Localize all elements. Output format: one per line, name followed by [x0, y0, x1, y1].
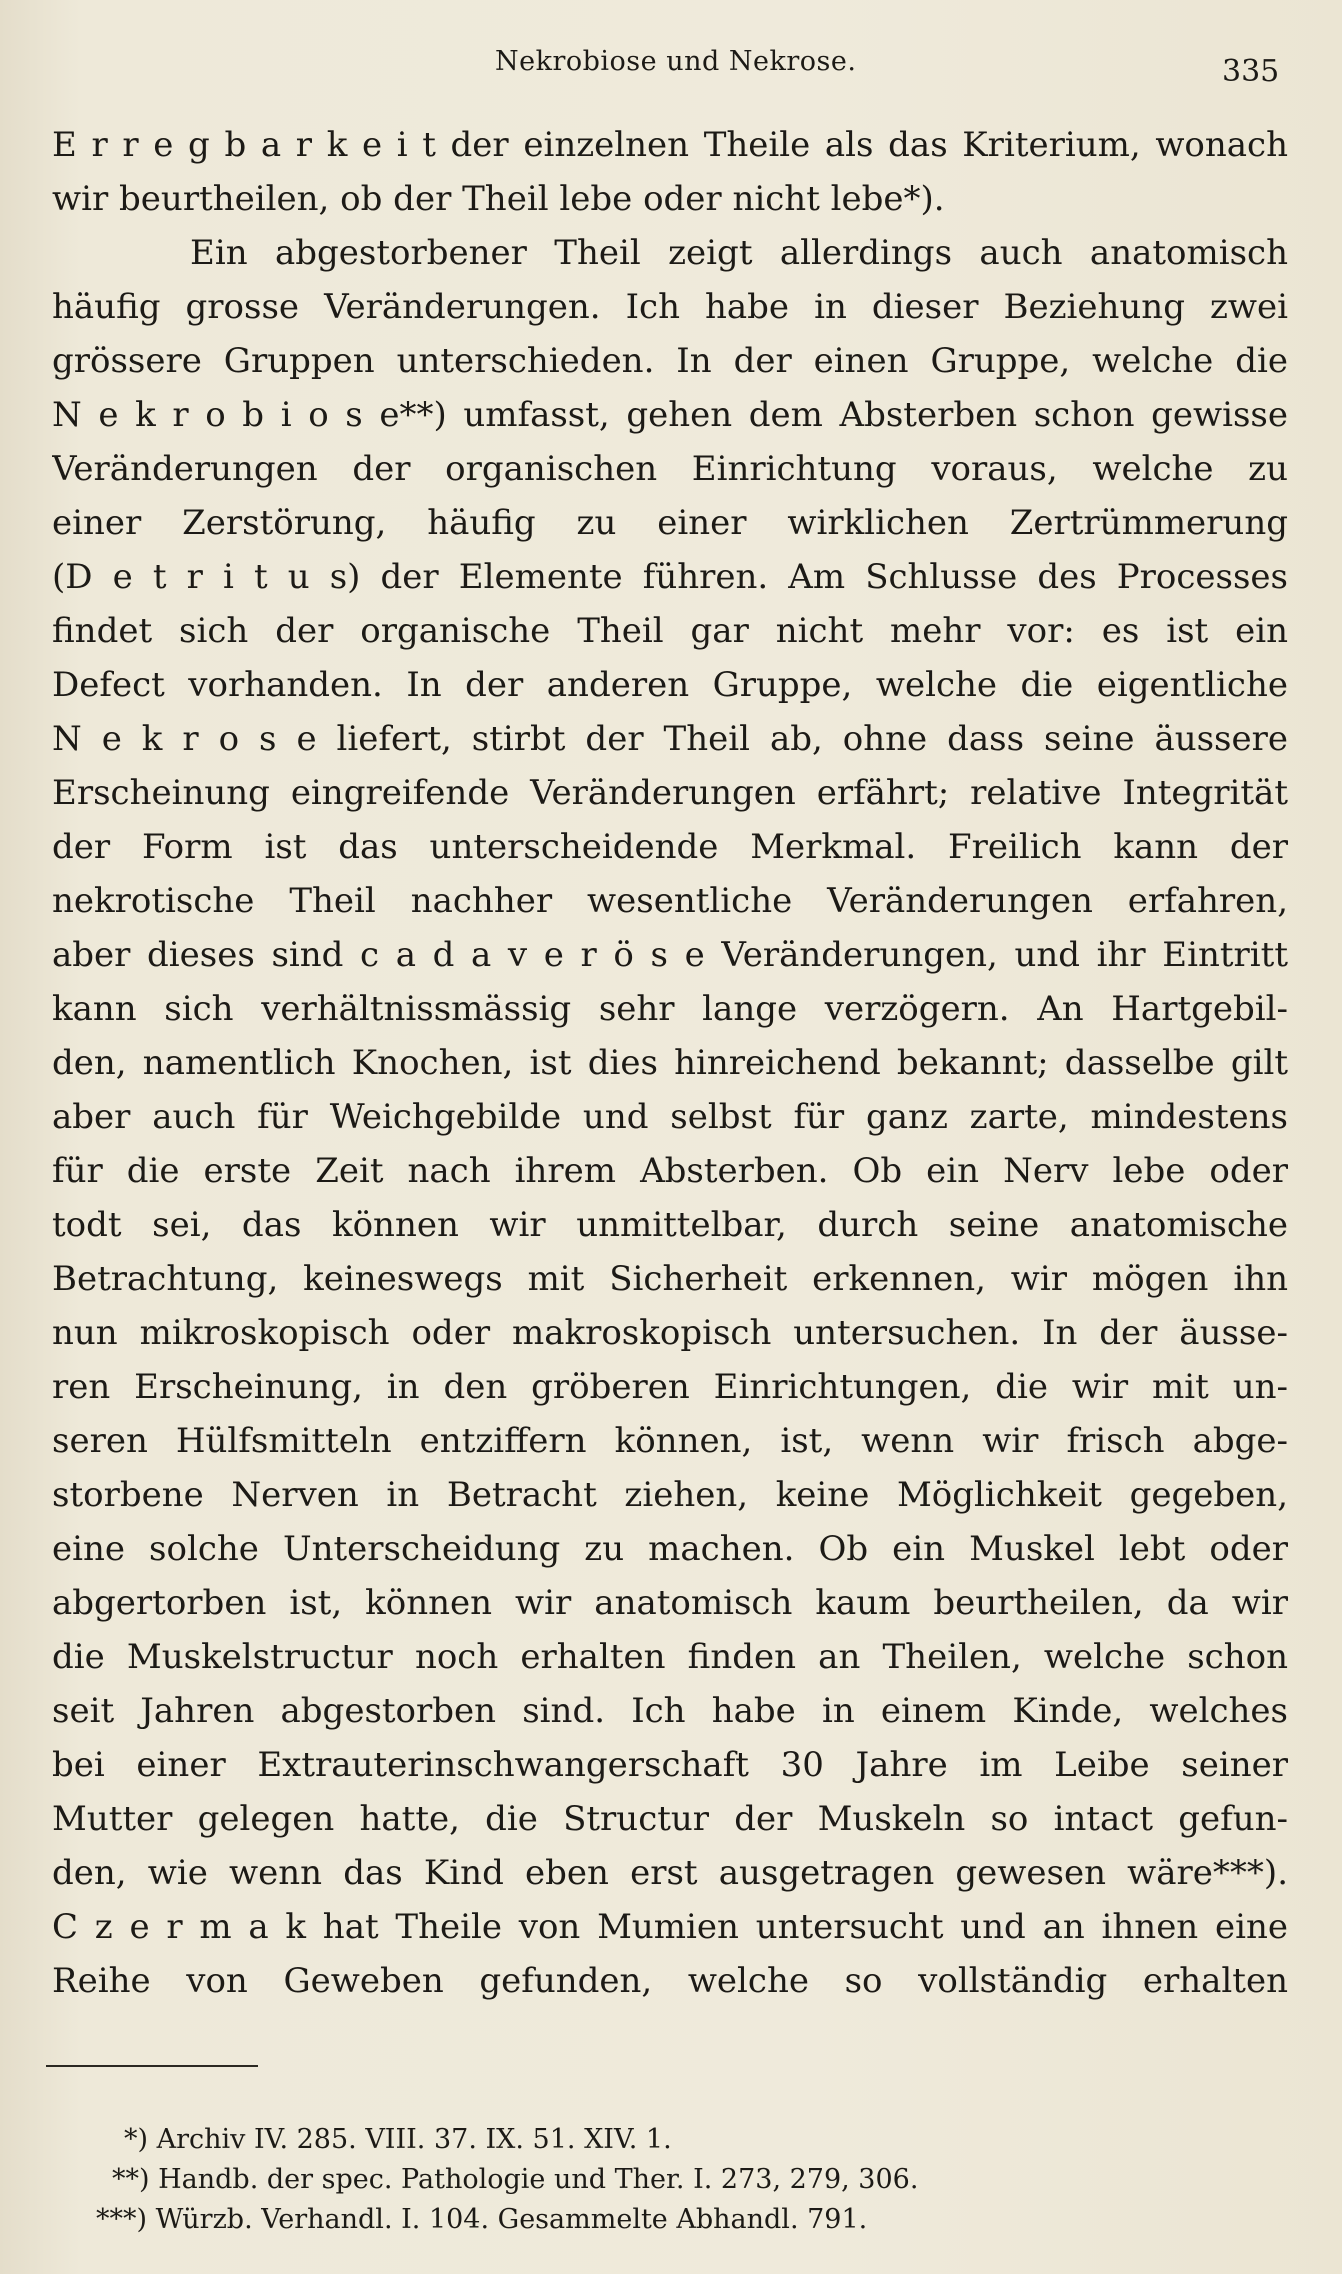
text-line: Ein abgestorbener Theil zeigt allerdings auch anatomisch	[190, 233, 1288, 273]
text-line: E r r e g b a r k e i t der einzelnen Theile als das Kriterium, wonach	[52, 125, 1288, 165]
text-line: Betrachtung, keineswegs mit Sicherheit erkennen, wir mögen ihn	[52, 1259, 1288, 1299]
text-line: die Muskelstructur noch erhalten finden an Theilen, welche schon	[52, 1637, 1288, 1677]
body-text	[52, 118, 1288, 2008]
text-line: abgertorben ist, können wir anatomisch kaum beurtheilen, da wir	[52, 1583, 1288, 1623]
text-line: grössere Gruppen unterschieden. In der einen Gruppe, welche die	[52, 341, 1288, 381]
text-line: wir beurtheilen, ob der Theil lebe oder nicht lebe*).	[52, 179, 945, 219]
text-line: findet sich der organische Theil gar nicht mehr vor: es ist ein	[52, 611, 1288, 651]
text-line: Reihe von Geweben gefunden, welche so vollständig erhalten	[52, 1961, 1288, 2001]
text-line: Mutter gelegen hatte, die Structur der Muskeln so intact gefun-	[52, 1799, 1288, 1839]
text-line: ren Erscheinung, in den gröberen Einrichtungen, die wir mit un-	[52, 1367, 1288, 1407]
footnotes	[96, 2120, 1096, 2240]
footnote-1: *) Archiv IV. 285. VIII. 37. IX. 51. XIV. 1.	[124, 2124, 672, 2155]
page-header	[0, 42, 1342, 92]
text-line: eine solche Unterscheidung zu machen. Ob ein Muskel lebt oder	[52, 1529, 1288, 1569]
text-line: aber dieses sind c a d a v e r ö s e Veränderungen, und ihr Eintritt	[52, 935, 1288, 975]
text-line: todt sei, das können wir unmittelbar, durch seine anatomische	[52, 1205, 1288, 1245]
text-line: der Form ist das unterscheidende Merkmal. Freilich kann der	[52, 827, 1288, 867]
text-line: seren Hülfsmitteln entziffern können, ist, wenn wir frisch abge-	[52, 1421, 1288, 1461]
text-line: bei einer Extrauterinschwangerschaft 30 Jahre im Leibe seiner	[52, 1745, 1288, 1785]
text-line: häufig grosse Veränderungen. Ich habe in dieser Beziehung zwei	[52, 287, 1288, 327]
text-line: seit Jahren abgestorben sind. Ich habe in einem Kinde, welches	[52, 1691, 1288, 1731]
text-line: N e k r o b i o s e**) umfasst, gehen dem Absterben schon gewisse	[52, 395, 1288, 435]
footnote-2: **) Handb. der spec. Pathologie und Ther. I. 273, 279, 306.	[112, 2164, 919, 2195]
text-line: nekrotische Theil nachher wesentliche Veränderungen erfahren,	[52, 881, 1288, 921]
text-line: C z e r m a k hat Theile von Mumien untersucht und an ihnen eine	[52, 1907, 1288, 1947]
text-line: nun mikroskopisch oder makroskopisch untersuchen. In der äusse-	[52, 1313, 1288, 1353]
text-line: kann sich verhältnissmässig sehr lange verzögern. An Hartgebil-	[52, 989, 1288, 1029]
text-line: Veränderungen der organischen Einrichtung voraus, welche zu	[52, 449, 1288, 489]
footnote-3: ***) Würzb. Verhandl. I. 104. Gesammelte Abhandl. 791.	[96, 2204, 868, 2235]
text-line: storbene Nerven in Betracht ziehen, keine Möglichkeit gegeben,	[52, 1475, 1288, 1515]
text-line: den, namentlich Knochen, ist dies hinreichend bekannt; dasselbe gilt	[52, 1043, 1288, 1083]
text-line: den, wie wenn das Kind eben erst ausgetragen gewesen wäre***).	[52, 1853, 1288, 1893]
page-number: 335	[1222, 54, 1280, 89]
running-head: Nekrobiose und Nekrose.	[495, 46, 857, 77]
text-line: für die erste Zeit nach ihrem Absterben. Ob ein Nerv lebe oder	[52, 1151, 1288, 1191]
text-line: einer Zerstörung, häufig zu einer wirklichen Zertrümmerung	[52, 503, 1288, 543]
text-line: (D e t r i t u s) der Elemente führen. Am Schlusse des Processes	[52, 557, 1288, 597]
text-line: Erscheinung eingreifende Veränderungen erfährt; relative Integrität	[52, 773, 1288, 813]
text-line: aber auch für Weichgebilde und selbst für ganz zarte, mindestens	[52, 1097, 1288, 1137]
text-line: N e k r o s e liefert, stirbt der Theil ab, ohne dass seine äussere	[52, 719, 1288, 759]
text-line: Defect vorhanden. In der anderen Gruppe, welche die eigentliche	[52, 665, 1288, 705]
footnote-divider	[46, 2065, 258, 2067]
